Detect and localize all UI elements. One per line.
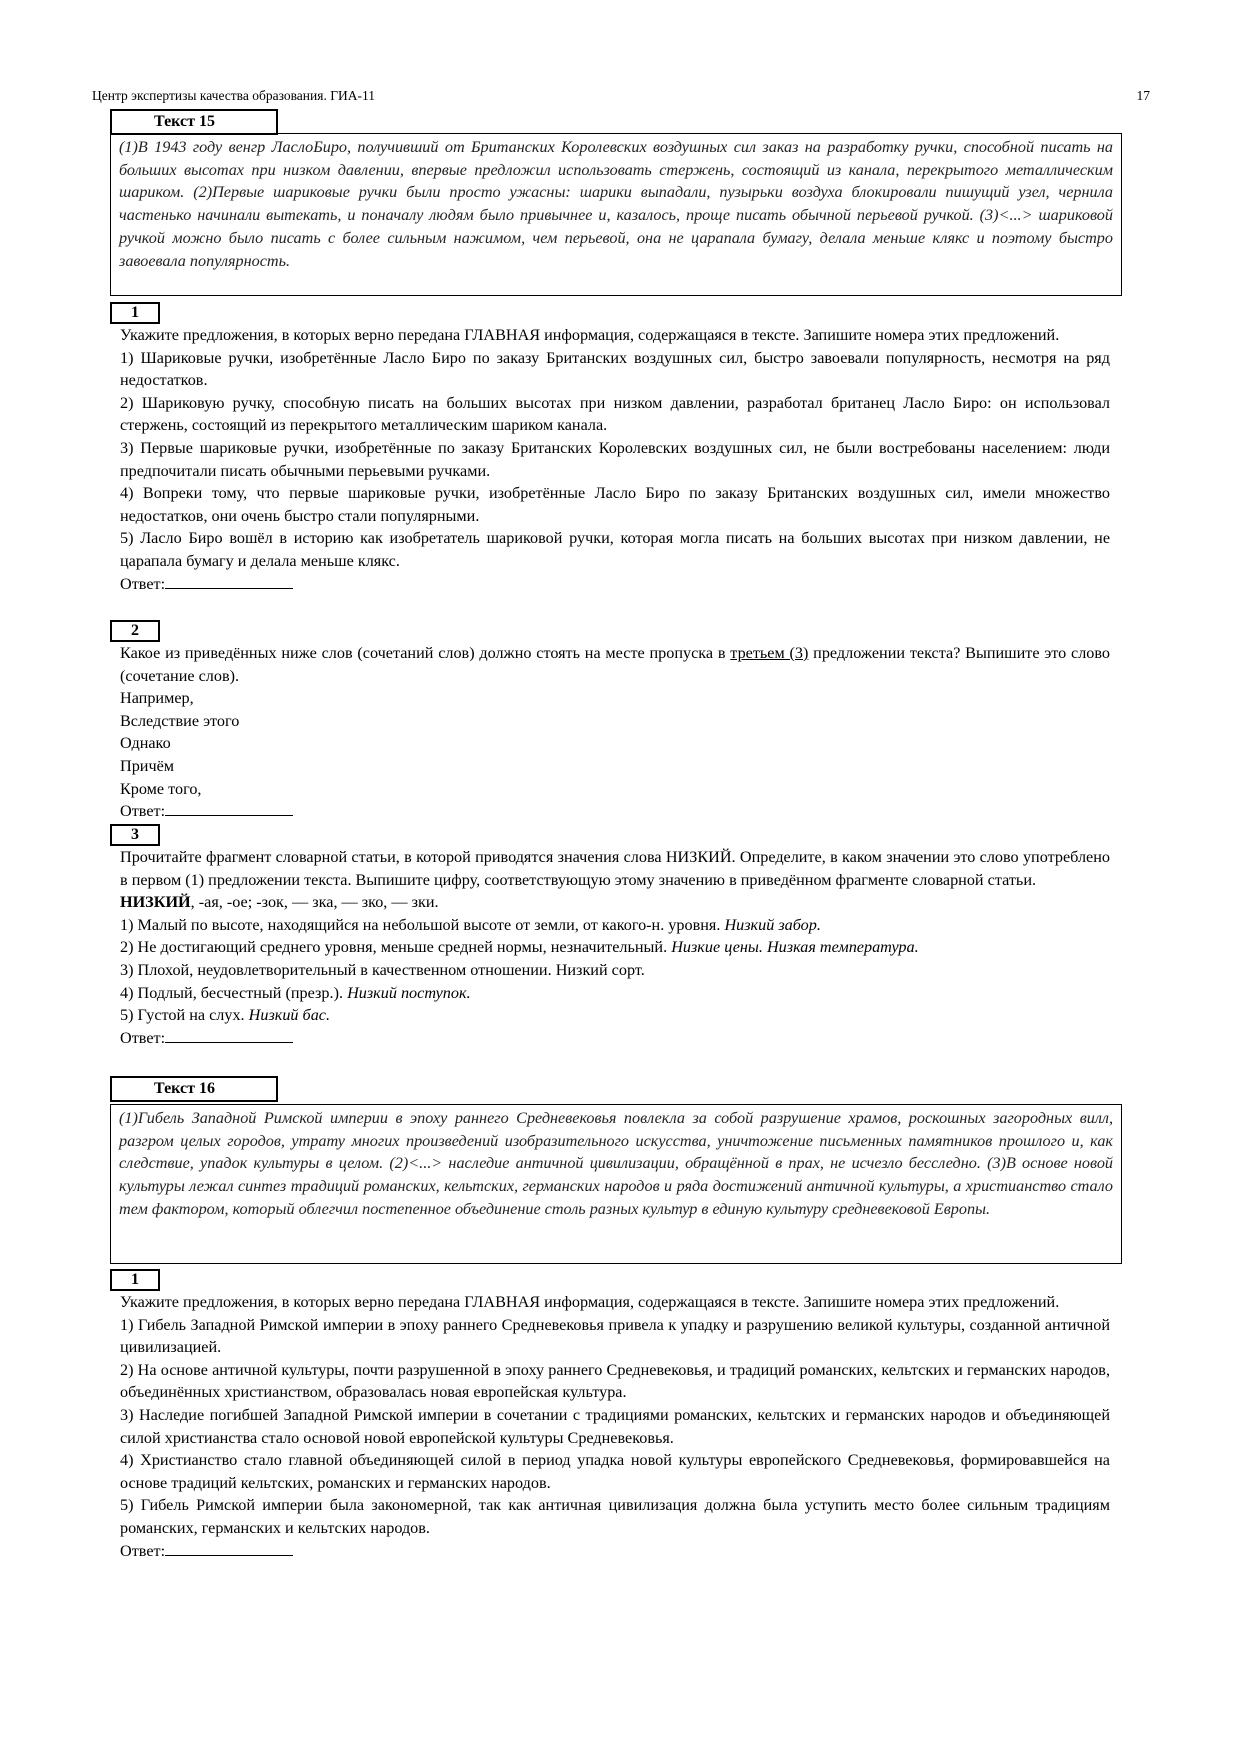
answer-line[interactable] — [165, 1027, 293, 1043]
list-item — [120, 936, 1110, 959]
answer-label: Ответ: — [120, 574, 166, 593]
task-prompt: Укажите предложения, в которых верно передана ГЛАВНАЯ информация, содержащаяся в тексте. Запишите номера этих предложений. — [120, 1293, 1060, 1311]
answer-label: Ответ: — [120, 1541, 166, 1560]
list-item: 2) На основе античной культуры, почти разрушенной в эпоху раннего Средневековья, и традиций романских, кельтских и германских народов, объединённых христианством, образовалась новая европейская культура. — [120, 1360, 1110, 1402]
text-16-passage: (1)Гибель Западной Римской империи в эпоху раннего Средневековья повлекла за собой разрушение храмов, роскошных загородных вилл, разгром целых городов, утрату многих произведений изобразительного искусства, уничтожение письменных памятников прошлого и, как следствие, упадок культуры в целом. (2)<...> наследие античной цивилизации, обращённой в прах, не исчезло бесследно. (3)В основе новой культуры лежал синтез традиций романских, кельтских, германских народов и ряда достижений античной культуры, а христианство стало тем фактором, который облегчил постепенное объединение столь разных культур в единую культуру средневековой Европы. — [110, 1104, 1122, 1264]
answer-field[interactable] — [120, 573, 1110, 596]
list-item: 1) Гибель Западной Римской империи в эпоху раннего Средневековья привела к упадку и разрушению великой культуры, созданной античной цивилизацией. — [120, 1315, 1110, 1357]
text-15-label: Текст 15 — [110, 109, 278, 135]
headword: НИЗКИЙ — [120, 893, 191, 912]
dictionary-entry — [120, 891, 1110, 914]
answer-label: Ответ: — [120, 802, 166, 821]
page-header — [92, 88, 1150, 104]
answer-field[interactable] — [120, 1540, 1110, 1563]
list-item: Причём — [120, 756, 175, 775]
task-number-box: 1 — [110, 302, 160, 324]
prompt-underlined: третьем (3) — [730, 644, 809, 662]
task-prompt: Укажите предложения, в которых верно передана ГЛАВНАЯ информация, содержащаяся в тексте. Запишите номера этих предложений. — [120, 326, 1060, 344]
task-prompt: Прочитайте фрагмент словарной статьи, в которой приводятся значения слова НИЗКИЙ. Определите, в каком значении это слово употреблено в первом (1) предложении текста. Выпишите цифру, соответствующую этому значению в приведённом фрагменте словарной статьи. — [120, 848, 1110, 889]
list-item: 5) Гибель Римской империи была закономерной, так как античная цивилизация должна была уступить место более сильным традициям романских, германских и кельтских народов. — [120, 1496, 1110, 1537]
task-3-block — [120, 846, 1110, 1049]
answer-field[interactable] — [120, 800, 1110, 823]
meaning-text: 4) Подлый, бесчестный (презр.). — [120, 983, 348, 1002]
meaning-example: Низкий бас. — [248, 1006, 331, 1025]
prompt-text: Какое из приведённых ниже слов (сочетаний слов) должно стоять на месте пропуска в — [120, 644, 731, 662]
meaning-text: 3) Плохой, неудовлетворительный в качественном отношении. Низкий сорт. — [120, 960, 645, 979]
prompt-text: предложении текста? Выпишите это слово (сочетание слов). — [120, 644, 1110, 685]
list-item: Однако — [120, 734, 171, 753]
meaning-text: 2) Не достигающий среднего уровня, меньше средней нормы, незначительный. — [120, 938, 672, 957]
meaning-example: Низкий забор. — [724, 915, 821, 934]
task-number-box: 3 — [110, 824, 160, 846]
list-item: Например, — [120, 689, 194, 708]
meaning-example: Низкий поступок. — [347, 983, 471, 1002]
task-number-box: 1 — [110, 1269, 160, 1291]
text-16-label: Текст 16 — [110, 1076, 278, 1102]
header-title: Центр экспертизы качества образования. ГИА-11 — [92, 88, 375, 103]
task-1-block — [120, 324, 1110, 595]
headword-forms: , -ая, -ое; -зок, — зка, — зко, — зки. — [190, 893, 439, 912]
list-item: 4) Вопреки тому, что первые шариковые ручки, изобретённые Ласло Биро по заказу Британских воздушных сил, имели множество недостатков, они очень быстро стали популярными. — [120, 484, 1110, 525]
list-item: 5) Ласло Биро вошёл в историю как изобретатель шариковой ручки, которая могла писать на больших высотах при низком давлении, не царапала бумагу и делала меньше клякс. — [120, 529, 1110, 570]
list-item: Кроме того, — [120, 779, 202, 798]
task-prompt — [120, 642, 1110, 687]
answer-line[interactable] — [165, 800, 293, 816]
meaning-example: Низкие цены. Низкая температура. — [671, 938, 919, 957]
list-item — [120, 914, 1110, 937]
task-1-block-text16 — [120, 1291, 1110, 1562]
list-item: 2) Шариковую ручку, способную писать на больших высотах при низком давлении, разработал британец Ласло Биро: он использовал стержень, состоящий из перекрытого металлическим шариком канала. — [120, 393, 1110, 435]
list-item: 3) Первые шариковые ручки, изобретённые по заказу Британских Королевских воздушных сил, не были востребованы населением: люди предпочитали писать обычными перьевыми ручками. — [120, 438, 1110, 480]
list-item — [120, 1004, 1110, 1027]
answer-label: Ответ: — [120, 1028, 166, 1047]
text-15-passage: (1)В 1943 году венгр ЛаслоБиро, получивший от Британских Королевских воздушных сил заказ на разработку ручки, способной писать на больших высотах при низком давлении, впервые предложил использовать стержень, состоящий из канала, перекрытого металлическим шариком. (2)Первые шариковые ручки были просто ужасны: шарики выпадали, пузырьки воздуха блокировали пишущий узел, чернила частенько начинали вытекать, и поначалу людям было привычнее и, казалось, проще писать обычной перьевой ручкой. (3)<...> шариковой ручкой можно было писать с более сильным нажимом, чем перьевой, она не царапала бумагу, делала меньше клякс и поэтому быстро завоевала популярность. — [110, 133, 1122, 296]
answer-line[interactable] — [165, 1540, 293, 1556]
list-item: 3) Наследие погибшей Западной Римской империи в сочетании с традициями романских, кельтских и германских народов и объединяющей силой христианства стало основой новой европейской культуры Средневековья. — [120, 1405, 1110, 1447]
meaning-text: 1) Малый по высоте, находящийся на небольшой высоте от земли, от какого-н. уровня. — [120, 915, 725, 934]
list-item: 1) Шариковые ручки, изобретённые Ласло Биро по заказу Британских воздушных сил, быстро завоевали популярность, несмотря на ряд недостатков. — [120, 348, 1110, 390]
list-item: 4) Христианство стало главной объединяющей силой в период упадка новой культуры европейского Средневековья, формировавшейся на основе традиций кельтских, романских и германских народов. — [120, 1451, 1110, 1492]
task-number-box: 2 — [110, 620, 160, 642]
answer-field[interactable] — [120, 1027, 1110, 1050]
list-item — [120, 959, 1110, 982]
list-item: Вследствие этого — [120, 711, 240, 730]
answer-line[interactable] — [165, 573, 293, 589]
meaning-text: 5) Густой на слух. — [120, 1006, 249, 1025]
page-number: 17 — [1136, 88, 1150, 103]
list-item — [120, 982, 1110, 1005]
task-2-block — [120, 642, 1110, 823]
